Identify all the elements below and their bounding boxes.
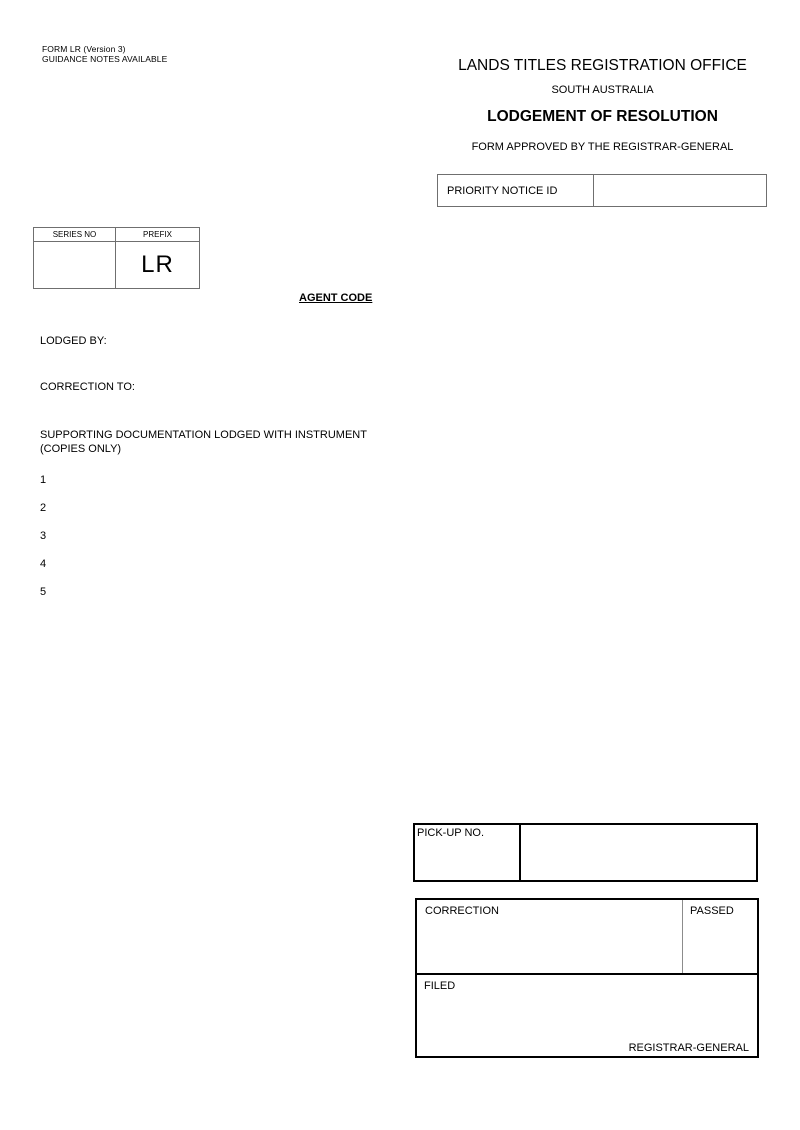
series-prefix-table [33,227,200,289]
filed-stamp-area[interactable] [417,975,757,1056]
supporting-docs-label [40,429,367,456]
series-prefix-header-row [34,228,199,242]
lodged-by-label: LODGED BY: [40,335,107,347]
supporting-docs-line2: (COPIES ONLY) [40,442,122,455]
guidance-note-line: GUIDANCE NOTES AVAILABLE [42,53,168,64]
form-version-line: FORM LR (Version 3) [42,44,126,54]
approval-note: FORM APPROVED BY THE REGISTRAR-GENERAL [471,141,734,153]
series-no-header: SERIES NO [34,228,116,241]
form-header [420,57,785,153]
doc-number-2: 2 [40,502,47,514]
state-subtitle: SOUTH AUSTRALIA [551,84,654,96]
agent-code-label: AGENT CODE [299,292,373,304]
series-no-input[interactable] [34,242,116,288]
form-version-note [42,45,167,64]
prefix-header: PREFIX [143,230,172,239]
doc-number-1: 1 [40,474,47,486]
series-prefix-body-row [34,242,199,288]
pickup-no-label: PICK-UP NO. [415,825,521,880]
doc-number-4: 4 [40,558,47,570]
supporting-docs-line1: SUPPORTING DOCUMENTATION LODGED WITH INSTRUMENT [40,429,367,441]
prefix-value: LR [141,251,174,278]
correction-label: CORRECTION [425,905,499,917]
form-title: LODGEMENT OF RESOLUTION [487,108,718,125]
pickup-no-input[interactable] [521,825,756,880]
priority-notice-label: PRIORITY NOTICE ID [438,175,594,206]
filed-label: FILED [424,980,456,992]
passed-stamp-area[interactable] [683,900,757,973]
registrar-general-label: REGISTRAR-GENERAL [628,1042,749,1054]
office-use-stamp-box [415,898,759,1058]
pickup-no-table [413,823,758,882]
doc-number-5: 5 [40,586,47,598]
priority-notice-input[interactable] [594,175,766,206]
correction-stamp-area[interactable] [417,900,683,973]
priority-notice-table [437,174,767,207]
correction-to-label: CORRECTION TO: [40,381,135,393]
office-title: LANDS TITLES REGISTRATION OFFICE [458,57,747,74]
passed-label: PASSED [690,905,734,917]
doc-number-3: 3 [40,530,47,542]
stamp-box-top-row [417,900,757,975]
